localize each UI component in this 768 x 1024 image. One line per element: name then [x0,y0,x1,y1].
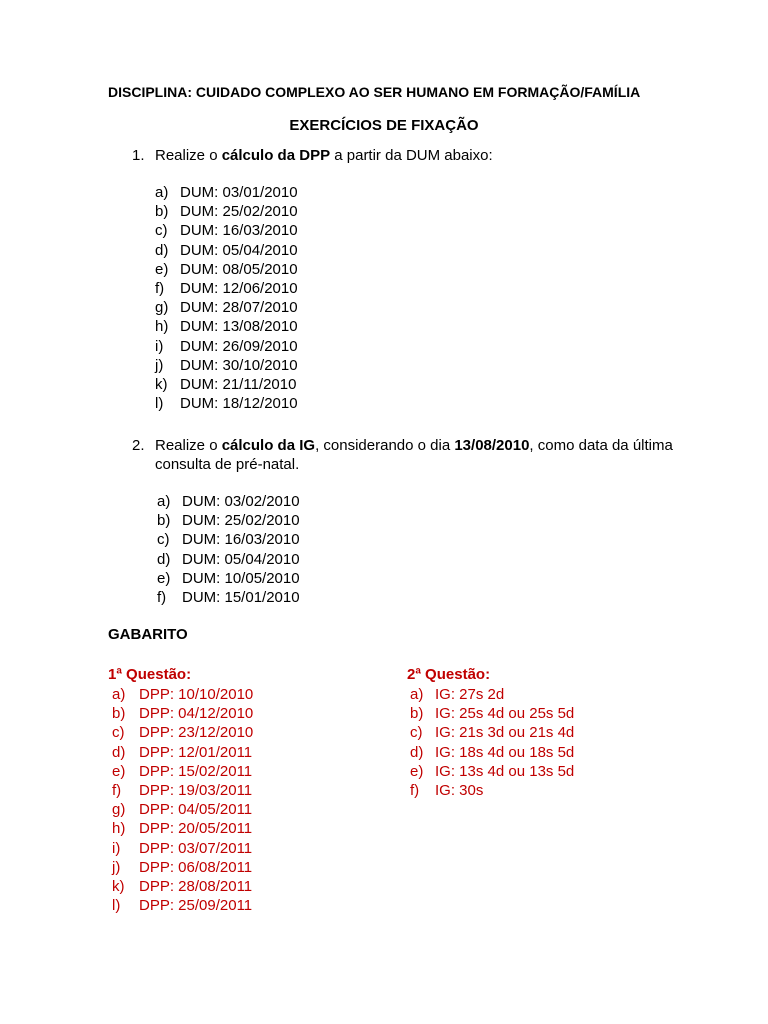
question-2-text-after: , como data da última consulta de pré-natal. [155,437,673,473]
item-value: DUM: 26/09/2010 [180,337,298,355]
item-letter: b) [155,203,169,221]
item-value: DUM: 16/03/2010 [182,531,300,549]
item-letter: e) [112,762,126,780]
item-value: DPP: 12/01/2011 [139,743,253,761]
item-letter: f) [112,781,122,799]
item-letter: l) [155,395,164,413]
item-value: DPP: 04/12/2010 [139,705,254,723]
item-letter: l) [112,897,121,915]
item-letter: i) [155,337,164,355]
item-value: DPP: 23/12/2010 [139,724,254,742]
item-value: DUM: 03/01/2010 [180,184,298,201]
item-value: DUM: 30/10/2010 [180,356,298,374]
question-1-bold: cálculo da DPP [221,147,331,164]
item-value: DPP: 15/02/2011 [139,762,253,780]
item-letter: c) [112,724,125,742]
item-letter: e) [410,762,424,780]
item-value: DUM: 25/02/2010 [180,203,298,221]
item-letter: d) [410,743,424,761]
item-value: IG: 27s 2d [435,686,505,703]
item-value: IG: 13s 4d ou 13s 5d [435,762,575,780]
question-2-text-before: Realize o [155,437,222,454]
item-letter: a) [155,184,169,201]
item-value: DPP: 10/10/2010 [139,686,254,703]
item-value: DUM: 03/02/2010 [182,493,300,510]
item-value: DPP: 25/09/2011 [139,897,253,915]
item-value: DUM: 13/08/2010 [180,318,298,336]
item-value: DUM: 05/04/2010 [180,241,298,259]
item-value: DUM: 08/05/2010 [180,260,298,278]
question-2-text [155,436,715,474]
item-value: DPP: 06/08/2011 [139,858,253,876]
gabarito-heading: GABARITO [108,626,188,643]
item-letter: k) [112,877,125,895]
item-value: DUM: 16/03/2010 [180,222,298,240]
question-1-number: 1. [132,147,145,164]
exercises-subtitle: EXERCÍCIOS DE FIXAÇÃO [289,117,479,134]
item-value: IG: 21s 3d ou 21s 4d [435,724,575,742]
item-value: IG: 30s [435,781,484,799]
item-value: DPP: 19/03/2011 [139,781,253,799]
item-letter: f) [157,588,167,606]
item-value: DUM: 05/04/2010 [182,550,300,568]
item-value: DUM: 12/06/2010 [180,279,298,297]
item-letter: b) [157,512,171,530]
item-value: DUM: 10/05/2010 [182,569,300,587]
item-letter: g) [112,801,126,819]
item-letter: b) [410,705,424,723]
item-letter: a) [112,686,126,703]
question-1-text-after: a partir da DUM abaixo: [330,147,493,164]
item-value: DUM: 21/11/2010 [180,375,297,393]
question-1-text [155,146,715,165]
item-letter: j) [112,858,121,876]
item-letter: d) [157,550,171,568]
item-value: DPP: 28/08/2011 [139,877,253,895]
item-value: DUM: 28/07/2010 [180,299,298,317]
question-2-bold-2: 13/08/2010 [454,437,530,454]
item-letter: i) [112,839,121,857]
item-letter: f) [155,279,165,297]
item-letter: e) [155,260,169,278]
item-letter: a) [157,493,171,510]
item-letter: c) [155,222,168,240]
item-letter: e) [157,569,171,587]
item-value: DUM: 25/02/2010 [182,512,300,530]
item-value: DPP: 04/05/2011 [139,801,253,819]
item-letter: c) [157,531,170,549]
item-letter: b) [112,705,126,723]
question-2-number: 2. [132,437,145,454]
item-value: DUM: 18/12/2010 [180,395,298,413]
item-letter: h) [155,318,169,336]
question-2-text-middle: , considerando o dia [315,437,455,454]
question-1-text-before: Realize o [155,147,222,164]
item-letter: d) [112,743,126,761]
item-letter: k) [155,375,168,393]
answer-1-heading: 1ª Questão: [108,666,192,683]
item-letter: g) [155,299,169,317]
item-value: DPP: 03/07/2011 [139,839,253,857]
item-letter: a) [410,686,424,703]
item-letter: c) [410,724,423,742]
item-letter: d) [155,241,169,259]
item-value: IG: 18s 4d ou 18s 5d [435,743,575,761]
item-letter: h) [112,820,126,838]
item-letter: f) [410,781,420,799]
item-value: IG: 25s 4d ou 25s 5d [435,705,575,723]
item-letter: j) [155,356,164,374]
question-2-bold-1: cálculo da IG [221,437,316,454]
answer-2-heading: 2ª Questão: [407,666,491,683]
item-value: DUM: 15/01/2010 [182,588,300,606]
item-value: DPP: 20/05/2011 [139,820,253,838]
discipline-title: DISCIPLINA: CUIDADO COMPLEXO AO SER HUMANO EM FORMAÇÃO/FAMÍLIA [108,84,641,100]
